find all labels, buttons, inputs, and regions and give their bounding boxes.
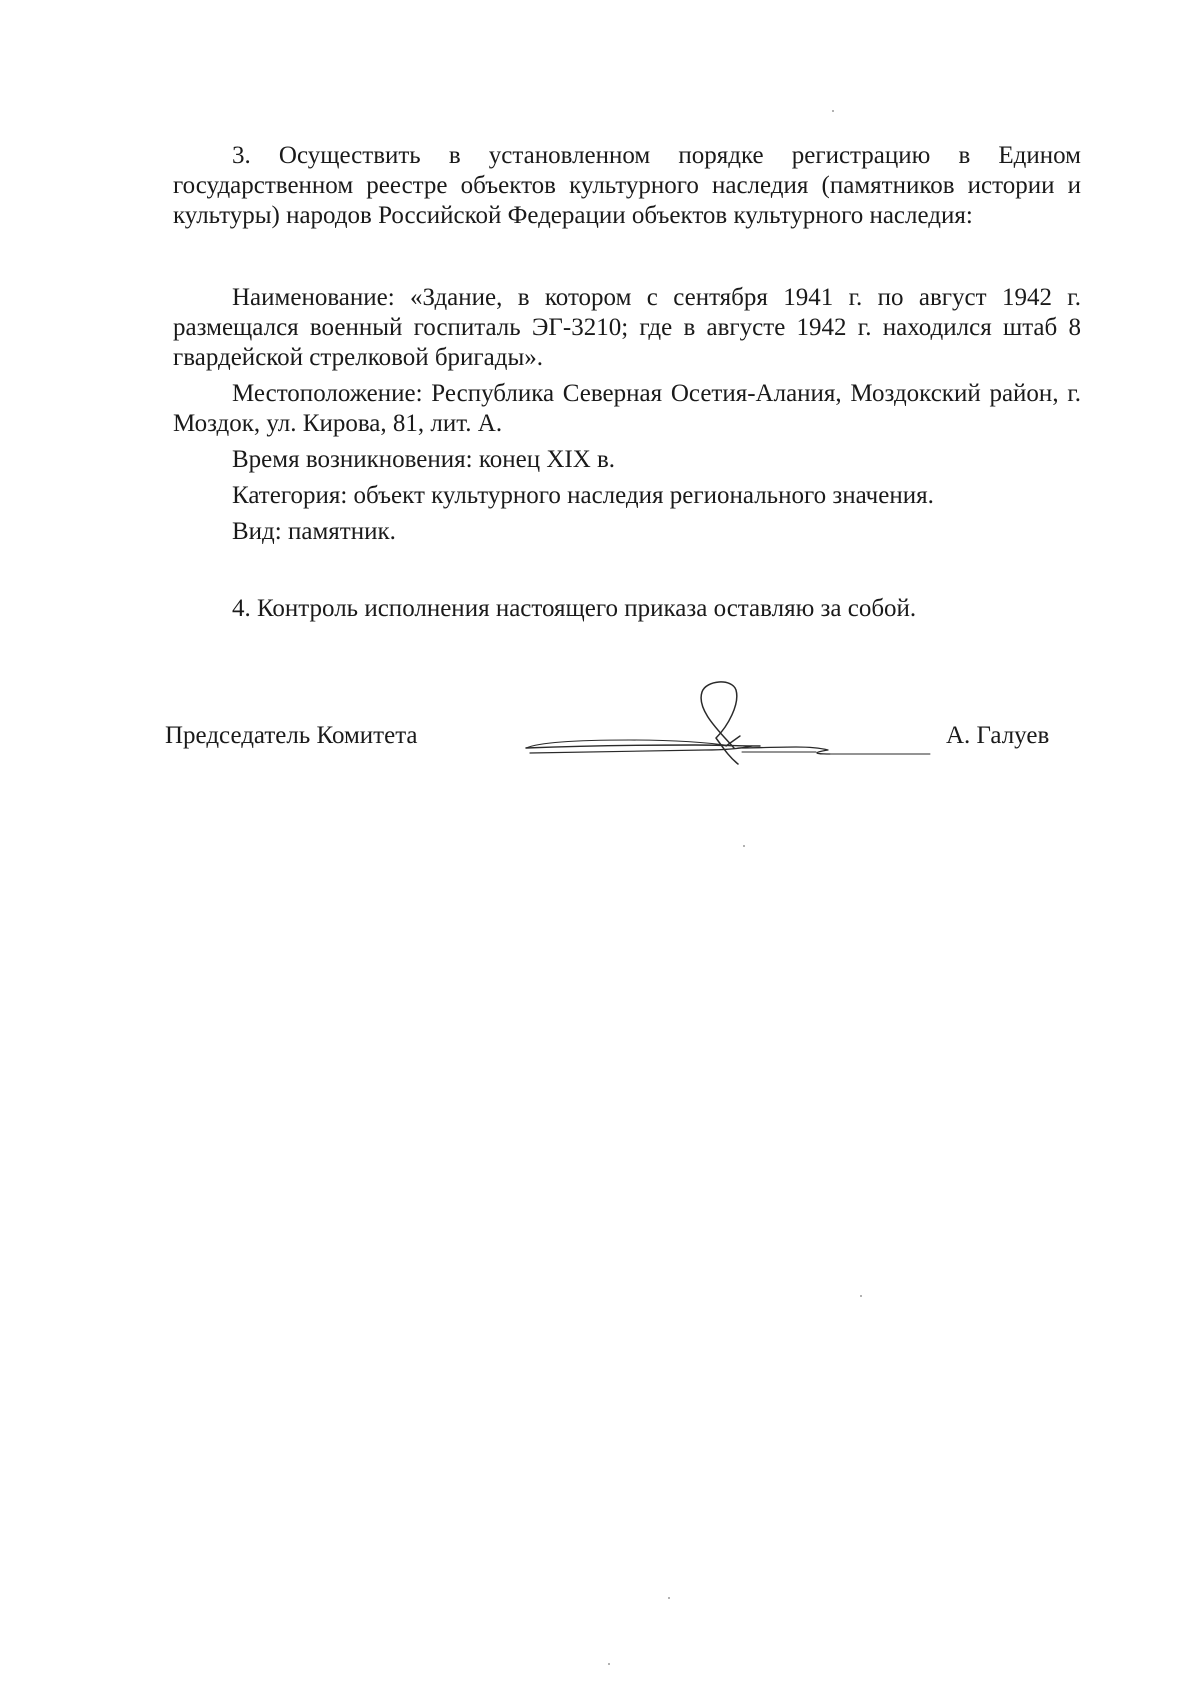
handwritten-signature bbox=[520, 676, 950, 776]
scan-speck bbox=[832, 110, 834, 112]
item-4-paragraph: 4. Контроль исполнения настоящего приказа оставляю за собой. bbox=[232, 595, 917, 622]
item-3-paragraph: 3. Осуществить в установленном порядке регистрацию в Едином государственном реестре объектов культурного наследия (памятников истории и культуры) народов Российской Федерации объектов культурного наследия: bbox=[173, 142, 1081, 229]
object-details-section bbox=[173, 283, 1081, 553]
object-kind-paragraph: Вид: памятник. bbox=[232, 518, 396, 545]
scan-speck bbox=[743, 845, 745, 847]
signatory-title: Председатель Комитета bbox=[165, 722, 418, 749]
item-3-section bbox=[173, 141, 1081, 231]
scan-speck bbox=[608, 1663, 610, 1665]
signatory-name: А. Галуев bbox=[946, 722, 1050, 749]
object-category-paragraph: Категория: объект культурного наследия регионального значения. bbox=[232, 482, 934, 509]
object-name-paragraph: Наименование: «Здание, в котором с сентября 1941 г. по август 1942 г. размещался военный госпиталь ЭГ-3210; где в августе 1942 г. находился штаб 8 гвардейской стрелковой бригады». bbox=[173, 284, 1081, 371]
object-time-paragraph: Время возникновения: конец XIX в. bbox=[232, 446, 616, 473]
item-4-section bbox=[173, 594, 1081, 624]
scan-speck bbox=[860, 1295, 862, 1297]
object-location-paragraph: Местоположение: Республика Северная Осетия-Алания, Моздокский район, г. Моздок, ул. Кирова, 81, лит. А. bbox=[173, 380, 1081, 437]
scan-speck bbox=[668, 1597, 670, 1599]
